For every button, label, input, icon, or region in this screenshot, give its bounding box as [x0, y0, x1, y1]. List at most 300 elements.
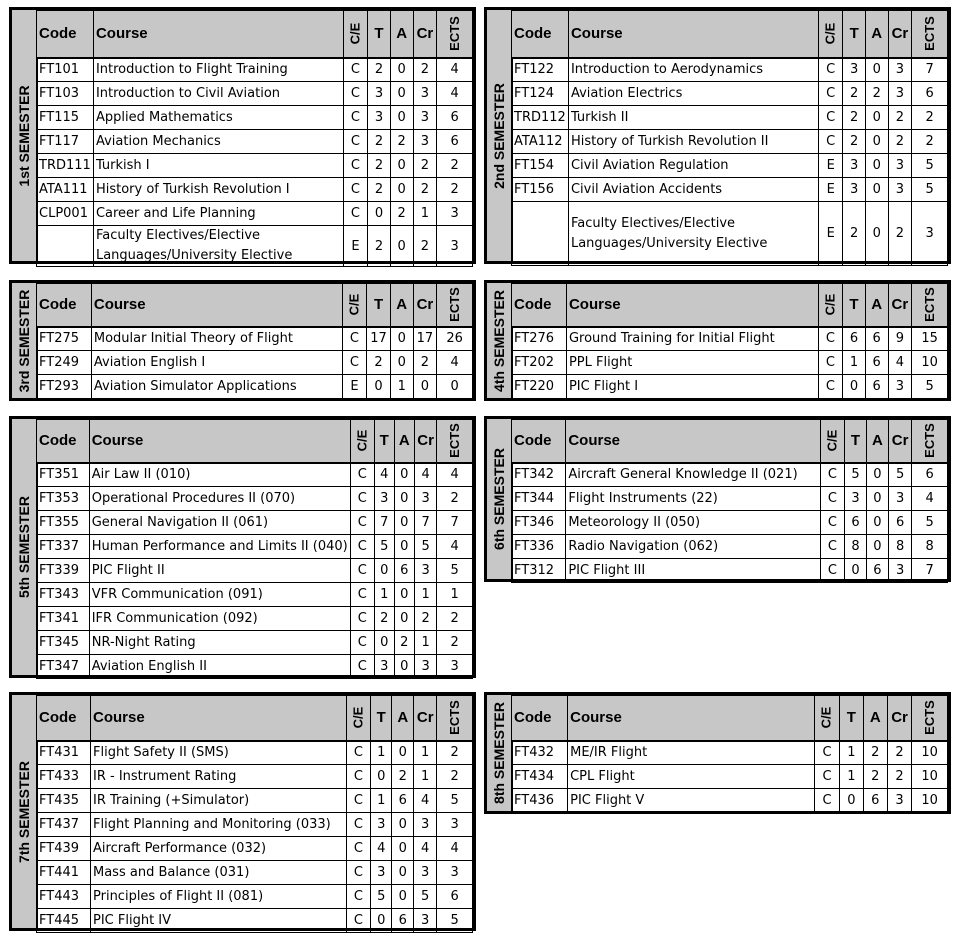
course-ects: 3 [437, 861, 473, 885]
course-ects: 0 [437, 375, 473, 399]
course-code: FT435 [37, 789, 91, 813]
course-ce: C [818, 327, 843, 351]
course-ce: E [818, 178, 843, 202]
course-a: 2 [390, 202, 413, 226]
course-code: FT124 [512, 82, 569, 106]
table-row [37, 655, 473, 679]
course-ce: C [342, 351, 367, 375]
course-a: 2 [394, 631, 414, 655]
course-code: TRD111 [37, 154, 94, 178]
header-ects: ECTS [912, 284, 948, 327]
course-a: 0 [394, 463, 414, 487]
table-row [37, 178, 473, 202]
course-a: 0 [865, 154, 888, 178]
course-code: FT344 [512, 487, 566, 511]
course-ce: C [346, 909, 370, 933]
course-name: ME/IR Flight [568, 741, 815, 765]
header-a: A [394, 420, 414, 463]
course-cr: 3 [888, 82, 912, 106]
course-ce: C [343, 106, 368, 130]
course-t: 1 [371, 741, 392, 765]
header-course: Course [91, 696, 347, 741]
header-a: A [392, 696, 414, 741]
course-t: 3 [368, 82, 391, 106]
course-t: 3 [843, 178, 865, 202]
course-t: 3 [371, 861, 392, 885]
semester-3-title: 3rd SEMESTER [12, 283, 38, 398]
course-cr: 2 [887, 765, 911, 789]
header-a: A [866, 420, 888, 463]
course-ce: C [350, 631, 374, 655]
course-name: Aviation English I [91, 351, 342, 375]
course-code: FT347 [37, 655, 90, 679]
header-ce: C/E [815, 696, 840, 741]
table-row [512, 130, 948, 154]
table-row [37, 789, 473, 813]
course-t: 2 [368, 154, 391, 178]
course-cr: 3 [413, 82, 437, 106]
course-name: Meteorology II (050) [566, 511, 820, 535]
course-cr: 9 [888, 327, 912, 351]
course-ce: C [820, 511, 844, 535]
semester-2-title: 2nd SEMESTER [487, 10, 513, 261]
course-t: 1 [839, 765, 863, 789]
table-row [37, 535, 473, 559]
course-name: Operational Procedures II (070) [89, 487, 350, 511]
semester-5-title: 5th SEMESTER [12, 419, 38, 675]
course-ce: E [818, 154, 843, 178]
course-cr: 2 [413, 226, 437, 267]
course-ce: C [350, 583, 374, 607]
course-a: 1 [390, 375, 413, 399]
table-row [37, 909, 473, 933]
course-a: 0 [394, 607, 414, 631]
course-code: FT432 [512, 741, 568, 765]
course-code: FT343 [37, 583, 90, 607]
semester-4-table [484, 280, 951, 401]
course-name: Aviation Simulator Applications [91, 375, 342, 399]
header-cr: Cr [414, 420, 436, 463]
course-a: 0 [865, 178, 888, 202]
course-name: Civil Aviation Regulation [568, 154, 818, 178]
course-code: FT312 [512, 559, 566, 583]
header-ects: ECTS [912, 420, 948, 463]
table-row [37, 487, 473, 511]
course-code: FT293 [37, 375, 92, 399]
course-ects: 2 [437, 154, 473, 178]
course-ects: 5 [437, 559, 473, 583]
course-code: FT115 [37, 106, 94, 130]
table-row [37, 82, 473, 106]
course-code: CLP001 [37, 202, 94, 226]
header-t: T [374, 420, 394, 463]
course-name: IR Training (+Simulator) [91, 789, 347, 813]
header-t: T [839, 696, 863, 741]
course-code: FT336 [512, 535, 566, 559]
header-ce: C/E [342, 284, 367, 327]
course-cr: 1 [414, 583, 436, 607]
course-ce: C [820, 487, 844, 511]
course-cr: 2 [413, 154, 437, 178]
course-a: 0 [392, 885, 414, 909]
course-code: FT154 [512, 154, 569, 178]
course-cr: 0 [413, 375, 437, 399]
course-ce: C [350, 559, 374, 583]
course-table [511, 695, 948, 813]
course-a: 0 [390, 154, 413, 178]
header-course: Course [93, 11, 343, 58]
course-name: PIC Flight I [566, 375, 818, 399]
course-a: 6 [865, 375, 888, 399]
table-row [37, 154, 473, 178]
course-name: Air Law II (010) [89, 463, 350, 487]
course-name: Faculty Electives/Elective Languages/University Elective [93, 226, 343, 267]
course-ce: C [818, 130, 843, 154]
course-code: FT276 [512, 327, 567, 351]
course-t: 2 [843, 202, 865, 266]
course-ce: C [343, 130, 368, 154]
course-ce: C [350, 607, 374, 631]
course-cr: 2 [887, 741, 911, 765]
course-code: FT433 [37, 765, 91, 789]
course-t: 3 [374, 655, 394, 679]
course-code: FT436 [512, 789, 568, 813]
course-ce: C [350, 511, 374, 535]
course-t: 0 [371, 765, 392, 789]
table-row [37, 130, 473, 154]
course-cr: 17 [413, 327, 437, 351]
course-code [512, 202, 569, 266]
course-ce: C [815, 789, 840, 813]
course-table [36, 419, 473, 679]
course-a: 6 [392, 789, 414, 813]
course-ce: E [342, 375, 367, 399]
course-ce: C [820, 559, 844, 583]
course-ects: 15 [912, 327, 948, 351]
course-ce: C [818, 82, 843, 106]
course-code: FT353 [37, 487, 90, 511]
course-cr: 3 [414, 559, 436, 583]
header-t: T [371, 696, 392, 741]
course-ects: 2 [437, 765, 473, 789]
course-ce: C [350, 655, 374, 679]
course-ce: C [350, 463, 374, 487]
course-ects: 4 [912, 487, 948, 511]
course-code: FT345 [37, 631, 90, 655]
course-ects: 6 [437, 130, 473, 154]
table-row [37, 327, 473, 351]
header-a: A [865, 284, 888, 327]
course-code: FT220 [512, 375, 567, 399]
header-a: A [863, 696, 887, 741]
course-t: 3 [371, 813, 392, 837]
course-ce: C [346, 885, 370, 909]
course-name: Turkish II [568, 106, 818, 130]
course-cr: 2 [888, 130, 912, 154]
course-name: VFR Communication (091) [89, 583, 350, 607]
table-row [512, 463, 948, 487]
course-ects: 10 [912, 351, 948, 375]
course-a: 6 [863, 789, 887, 813]
course-t: 1 [839, 741, 863, 765]
course-ce: C [818, 375, 843, 399]
course-ce: C [342, 327, 367, 351]
course-code: ATA112 [512, 130, 569, 154]
semester-1-table [9, 7, 476, 264]
table-row [512, 154, 948, 178]
course-ects: 6 [912, 82, 948, 106]
table-row [512, 535, 948, 559]
course-ce: C [343, 202, 368, 226]
header-cr: Cr [413, 11, 437, 58]
course-a: 6 [392, 909, 414, 933]
course-code: FT441 [37, 861, 91, 885]
course-name: Aviation English II [89, 655, 350, 679]
semester-7-table [9, 692, 476, 931]
table-row [37, 106, 473, 130]
course-code: FT202 [512, 351, 567, 375]
header-code: Code [37, 11, 94, 58]
table-row [37, 375, 473, 399]
course-code: FT117 [37, 130, 94, 154]
header-t: T [368, 11, 391, 58]
course-t: 2 [374, 607, 394, 631]
course-name: Modular Initial Theory of Flight [91, 327, 342, 351]
course-ects: 4 [437, 351, 473, 375]
course-t: 3 [368, 106, 391, 130]
course-ce: C [350, 535, 374, 559]
semester-6-table [484, 416, 951, 582]
course-ce: C [346, 861, 370, 885]
course-ects: 3 [437, 813, 473, 837]
course-a: 0 [392, 837, 414, 861]
course-name: CPL Flight [568, 765, 815, 789]
course-ects: 7 [912, 58, 948, 82]
header-code: Code [512, 420, 566, 463]
header-ce: C/E [343, 11, 368, 58]
course-cr: 5 [414, 885, 437, 909]
course-t: 6 [843, 327, 865, 351]
course-t: 0 [845, 559, 867, 583]
header-ects: ECTS [437, 420, 473, 463]
course-name: IFR Communication (092) [89, 607, 350, 631]
course-name: Faculty Electives/Elective Languages/University Elective [568, 202, 818, 266]
course-t: 1 [371, 789, 392, 813]
course-name: Radio Navigation (062) [566, 535, 820, 559]
course-ce: C [343, 58, 368, 82]
course-cr: 1 [414, 741, 437, 765]
course-ce: C [820, 463, 844, 487]
course-name: Aircraft General Knowledge II (021) [566, 463, 820, 487]
header-a: A [865, 11, 888, 58]
course-t: 2 [368, 58, 391, 82]
course-table [511, 419, 948, 583]
course-ects: 2 [437, 607, 473, 631]
table-row [512, 741, 948, 765]
table-row [37, 741, 473, 765]
course-a: 2 [865, 82, 888, 106]
course-name: PIC Flight III [566, 559, 820, 583]
table-row [37, 202, 473, 226]
course-cr: 1 [414, 631, 436, 655]
table-row [37, 511, 473, 535]
course-name: Introduction to Aerodynamics [568, 58, 818, 82]
header-course: Course [91, 284, 342, 327]
course-t: 7 [374, 511, 394, 535]
course-code: FT341 [37, 607, 90, 631]
course-cr: 3 [888, 58, 912, 82]
course-code: FT103 [37, 82, 94, 106]
course-name: Flight Planning and Monitoring (033) [91, 813, 347, 837]
course-code: FT439 [37, 837, 91, 861]
table-row [37, 765, 473, 789]
course-code [37, 226, 94, 267]
course-code: FT351 [37, 463, 90, 487]
table-row [512, 178, 948, 202]
course-a: 0 [865, 58, 888, 82]
table-row [37, 837, 473, 861]
course-name: Principles of Flight II (081) [91, 885, 347, 909]
course-cr: 2 [413, 58, 437, 82]
course-ce: C [818, 106, 843, 130]
course-ects: 6 [437, 106, 473, 130]
course-ce: C [346, 765, 370, 789]
semester-4-title: 4th SEMESTER [487, 283, 513, 398]
header-course: Course [568, 11, 818, 58]
course-ce: C [343, 154, 368, 178]
course-t: 0 [371, 909, 392, 933]
header-code: Code [37, 284, 92, 327]
course-a: 0 [392, 861, 414, 885]
course-ects: 7 [912, 559, 948, 583]
header-course: Course [568, 696, 815, 741]
semester-2-table [484, 7, 951, 264]
course-ects: 8 [912, 535, 948, 559]
course-name: Civil Aviation Accidents [568, 178, 818, 202]
course-cr: 6 [888, 511, 911, 535]
header-ce: C/E [346, 696, 370, 741]
table-row [512, 789, 948, 813]
header-ce: C/E [350, 420, 374, 463]
course-t: 0 [368, 202, 391, 226]
course-a: 0 [866, 535, 888, 559]
table-row [37, 559, 473, 583]
table-row [37, 463, 473, 487]
course-ects: 4 [437, 535, 473, 559]
course-a: 0 [394, 583, 414, 607]
course-ce: C [346, 813, 370, 837]
course-cr: 2 [413, 178, 437, 202]
course-table [36, 10, 473, 267]
course-t: 5 [374, 535, 394, 559]
course-ects: 2 [912, 106, 948, 130]
course-code: FT355 [37, 511, 90, 535]
course-cr: 3 [888, 559, 911, 583]
header-ects: ECTS [912, 696, 948, 741]
course-name: Introduction to Civil Aviation [93, 82, 343, 106]
course-a: 6 [394, 559, 414, 583]
course-t: 2 [843, 130, 865, 154]
course-a: 0 [390, 178, 413, 202]
course-ects: 3 [912, 202, 948, 266]
course-t: 0 [367, 375, 391, 399]
course-t: 3 [374, 487, 394, 511]
course-ce: C [820, 535, 844, 559]
course-t: 3 [843, 58, 865, 82]
course-ects: 5 [912, 511, 948, 535]
course-table [36, 283, 473, 399]
course-ects: 10 [912, 789, 948, 813]
header-t: T [843, 284, 865, 327]
course-cr: 3 [888, 178, 912, 202]
header-cr: Cr [888, 284, 912, 327]
course-ce: C [818, 351, 843, 375]
header-ce: C/E [820, 420, 844, 463]
course-name: PIC Flight IV [91, 909, 347, 933]
course-ects: 2 [437, 178, 473, 202]
header-course: Course [566, 284, 818, 327]
header-cr: Cr [887, 696, 911, 741]
course-code: FT437 [37, 813, 91, 837]
course-t: 4 [374, 463, 394, 487]
table-row [37, 607, 473, 631]
course-a: 0 [394, 511, 414, 535]
course-t: 2 [368, 178, 391, 202]
course-t: 5 [371, 885, 392, 909]
course-t: 2 [843, 106, 865, 130]
course-a: 2 [863, 741, 887, 765]
course-ce: C [350, 487, 374, 511]
course-code: TRD112 [512, 106, 569, 130]
course-a: 0 [865, 106, 888, 130]
course-ects: 1 [437, 583, 473, 607]
header-ects: ECTS [437, 696, 473, 741]
course-t: 2 [368, 130, 391, 154]
course-cr: 1 [413, 202, 437, 226]
course-code: FT445 [37, 909, 91, 933]
table-row [37, 58, 473, 82]
course-ce: C [815, 741, 840, 765]
course-name: PIC Flight II [89, 559, 350, 583]
table-row [37, 351, 473, 375]
header-course: Course [566, 420, 820, 463]
course-cr: 4 [414, 837, 437, 861]
header-t: T [843, 11, 865, 58]
course-t: 0 [843, 375, 865, 399]
course-t: 1 [843, 351, 865, 375]
course-ects: 5 [912, 375, 948, 399]
course-t: 17 [367, 327, 391, 351]
course-ects: 4 [437, 463, 473, 487]
course-ects: 5 [912, 178, 948, 202]
course-t: 0 [839, 789, 863, 813]
course-cr: 5 [414, 535, 436, 559]
course-cr: 4 [888, 351, 912, 375]
course-a: 2 [390, 130, 413, 154]
course-ects: 3 [437, 655, 473, 679]
course-a: 0 [390, 327, 413, 351]
course-ce: C [343, 82, 368, 106]
course-code: FT337 [37, 535, 90, 559]
table-row [512, 487, 948, 511]
course-cr: 7 [414, 511, 436, 535]
course-cr: 2 [888, 106, 912, 130]
course-code: FT434 [512, 765, 568, 789]
course-code: FT443 [37, 885, 91, 909]
course-ects: 4 [437, 82, 473, 106]
course-t: 3 [843, 154, 865, 178]
course-cr: 2 [413, 351, 437, 375]
